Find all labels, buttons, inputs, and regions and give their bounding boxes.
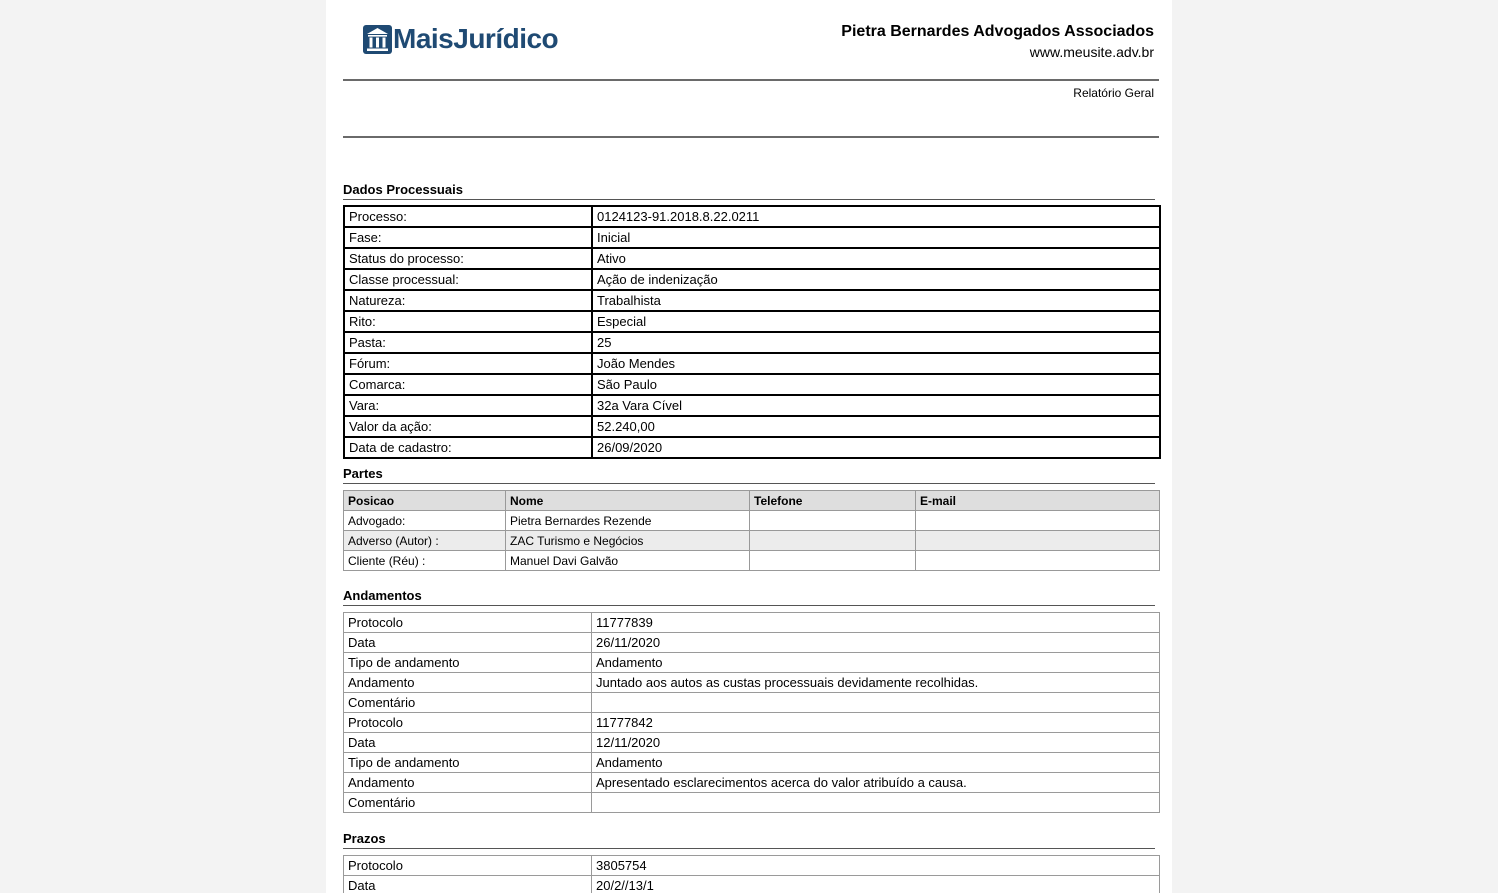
field-value: João Mendes	[592, 353, 1160, 374]
dados-row	[344, 311, 1160, 332]
parte-row	[344, 551, 1160, 571]
header-divider	[343, 79, 1159, 81]
field-value	[592, 693, 1160, 713]
field-value: Especial	[592, 311, 1160, 332]
parte-telefone	[750, 551, 916, 571]
andamento-row	[344, 753, 1160, 773]
logo	[363, 22, 558, 56]
dados-row	[344, 227, 1160, 248]
dados-row	[344, 269, 1160, 290]
parte-telefone	[750, 511, 916, 531]
dados-row	[344, 248, 1160, 269]
partes-header-row	[344, 491, 1160, 511]
parte-posicao: Advogado:	[344, 511, 506, 531]
report-title: Relatório Geral	[1073, 86, 1154, 100]
field-label: Data	[344, 633, 592, 653]
field-label: Protocolo	[344, 713, 592, 733]
dados-row	[344, 437, 1160, 458]
section-andamentos	[343, 588, 1155, 606]
parte-row	[344, 531, 1160, 551]
field-value: 20/2//13/1	[592, 876, 1160, 893]
dados-row	[344, 416, 1160, 437]
field-value: Inicial	[592, 227, 1160, 248]
field-label: Valor da ação:	[344, 416, 592, 437]
field-label: Protocolo	[344, 856, 592, 876]
title-divider	[343, 136, 1159, 138]
col-posicao: Posicao	[344, 491, 506, 511]
parte-telefone	[750, 531, 916, 551]
field-value: 0124123-91.2018.8.22.0211	[592, 206, 1160, 227]
field-value	[592, 793, 1160, 813]
andamento-row	[344, 613, 1160, 633]
dados-row	[344, 290, 1160, 311]
field-label: Rito:	[344, 311, 592, 332]
firm-info	[841, 22, 1154, 62]
field-label: Fórum:	[344, 353, 592, 374]
field-value: 25	[592, 332, 1160, 353]
andamento-row	[344, 793, 1160, 813]
field-label: Andamento	[344, 773, 592, 793]
parte-email	[916, 531, 1160, 551]
report-page	[326, 0, 1172, 893]
section-title-prazos: Prazos	[343, 831, 1155, 849]
field-label: Data	[344, 876, 592, 893]
field-label: Processo:	[344, 206, 592, 227]
field-label: Comentário	[344, 793, 592, 813]
field-value: Andamento	[592, 753, 1160, 773]
andamento-row	[344, 653, 1160, 673]
section-dados	[343, 182, 1155, 200]
field-value: 3805754	[592, 856, 1160, 876]
field-value: Juntado aos autos as custas processuais devidamente recolhidas.	[592, 673, 1160, 693]
firm-site: www.meusite.adv.br	[1029, 44, 1154, 60]
field-value: 11777839	[592, 613, 1160, 633]
field-label: Protocolo	[344, 613, 592, 633]
field-label: Andamento	[344, 673, 592, 693]
parte-email	[916, 511, 1160, 531]
dados-row	[344, 206, 1160, 227]
section-partes	[343, 466, 1155, 484]
andamento-row	[344, 673, 1160, 693]
section-title-partes: Partes	[343, 466, 1155, 484]
field-label: Comarca:	[344, 374, 592, 395]
courthouse-icon	[363, 25, 392, 54]
field-value: 32a Vara Cível	[592, 395, 1160, 416]
section-prazos	[343, 831, 1155, 849]
field-label: Natureza:	[344, 290, 592, 311]
andamentos-table	[343, 612, 1160, 813]
field-value: 52.240,00	[592, 416, 1160, 437]
field-value: Apresentado esclarecimentos acerca do valor atribuído a causa.	[592, 773, 1160, 793]
field-label: Vara:	[344, 395, 592, 416]
field-value: 12/11/2020	[592, 733, 1160, 753]
andamento-row	[344, 713, 1160, 733]
parte-posicao: Cliente (Réu) :	[344, 551, 506, 571]
field-value: São Paulo	[592, 374, 1160, 395]
field-label: Data de cadastro:	[344, 437, 592, 458]
field-label: Tipo de andamento	[344, 653, 592, 673]
dados-row	[344, 374, 1160, 395]
partes-table	[343, 490, 1160, 571]
parte-posicao: Adverso (Autor) :	[344, 531, 506, 551]
field-label: Data	[344, 733, 592, 753]
prazo-row	[344, 876, 1160, 893]
section-title-dados: Dados Processuais	[343, 182, 1155, 200]
field-label: Tipo de andamento	[344, 753, 592, 773]
field-value: 11777842	[592, 713, 1160, 733]
field-value: 26/09/2020	[592, 437, 1160, 458]
field-value: Ação de indenização	[592, 269, 1160, 290]
andamento-row	[344, 773, 1160, 793]
field-value: Andamento	[592, 653, 1160, 673]
logo-text: MaisJurídico	[393, 23, 559, 54]
dados-row	[344, 332, 1160, 353]
field-label: Classe processual:	[344, 269, 592, 290]
col-telefone: Telefone	[750, 491, 916, 511]
field-label: Status do processo:	[344, 248, 592, 269]
dados-table	[343, 205, 1161, 459]
field-value: Ativo	[592, 248, 1160, 269]
dados-row	[344, 395, 1160, 416]
field-label: Comentário	[344, 693, 592, 713]
section-title-andamentos: Andamentos	[343, 588, 1155, 606]
field-value: 26/11/2020	[592, 633, 1160, 653]
field-label: Fase:	[344, 227, 592, 248]
dados-row	[344, 353, 1160, 374]
parte-nome: Pietra Bernardes Rezende	[506, 511, 750, 531]
field-value: Trabalhista	[592, 290, 1160, 311]
prazo-row	[344, 856, 1160, 876]
col-nome: Nome	[506, 491, 750, 511]
col-email: E-mail	[916, 491, 1160, 511]
firm-name: Pietra Bernardes Advogados Associados	[841, 23, 1154, 40]
prazos-table	[343, 855, 1160, 893]
parte-email	[916, 551, 1160, 571]
andamento-row	[344, 693, 1160, 713]
parte-row	[344, 511, 1160, 531]
parte-nome: ZAC Turismo e Negócios	[506, 531, 750, 551]
parte-nome: Manuel Davi Galvão	[506, 551, 750, 571]
andamento-row	[344, 733, 1160, 753]
field-label: Pasta:	[344, 332, 592, 353]
andamento-row	[344, 633, 1160, 653]
